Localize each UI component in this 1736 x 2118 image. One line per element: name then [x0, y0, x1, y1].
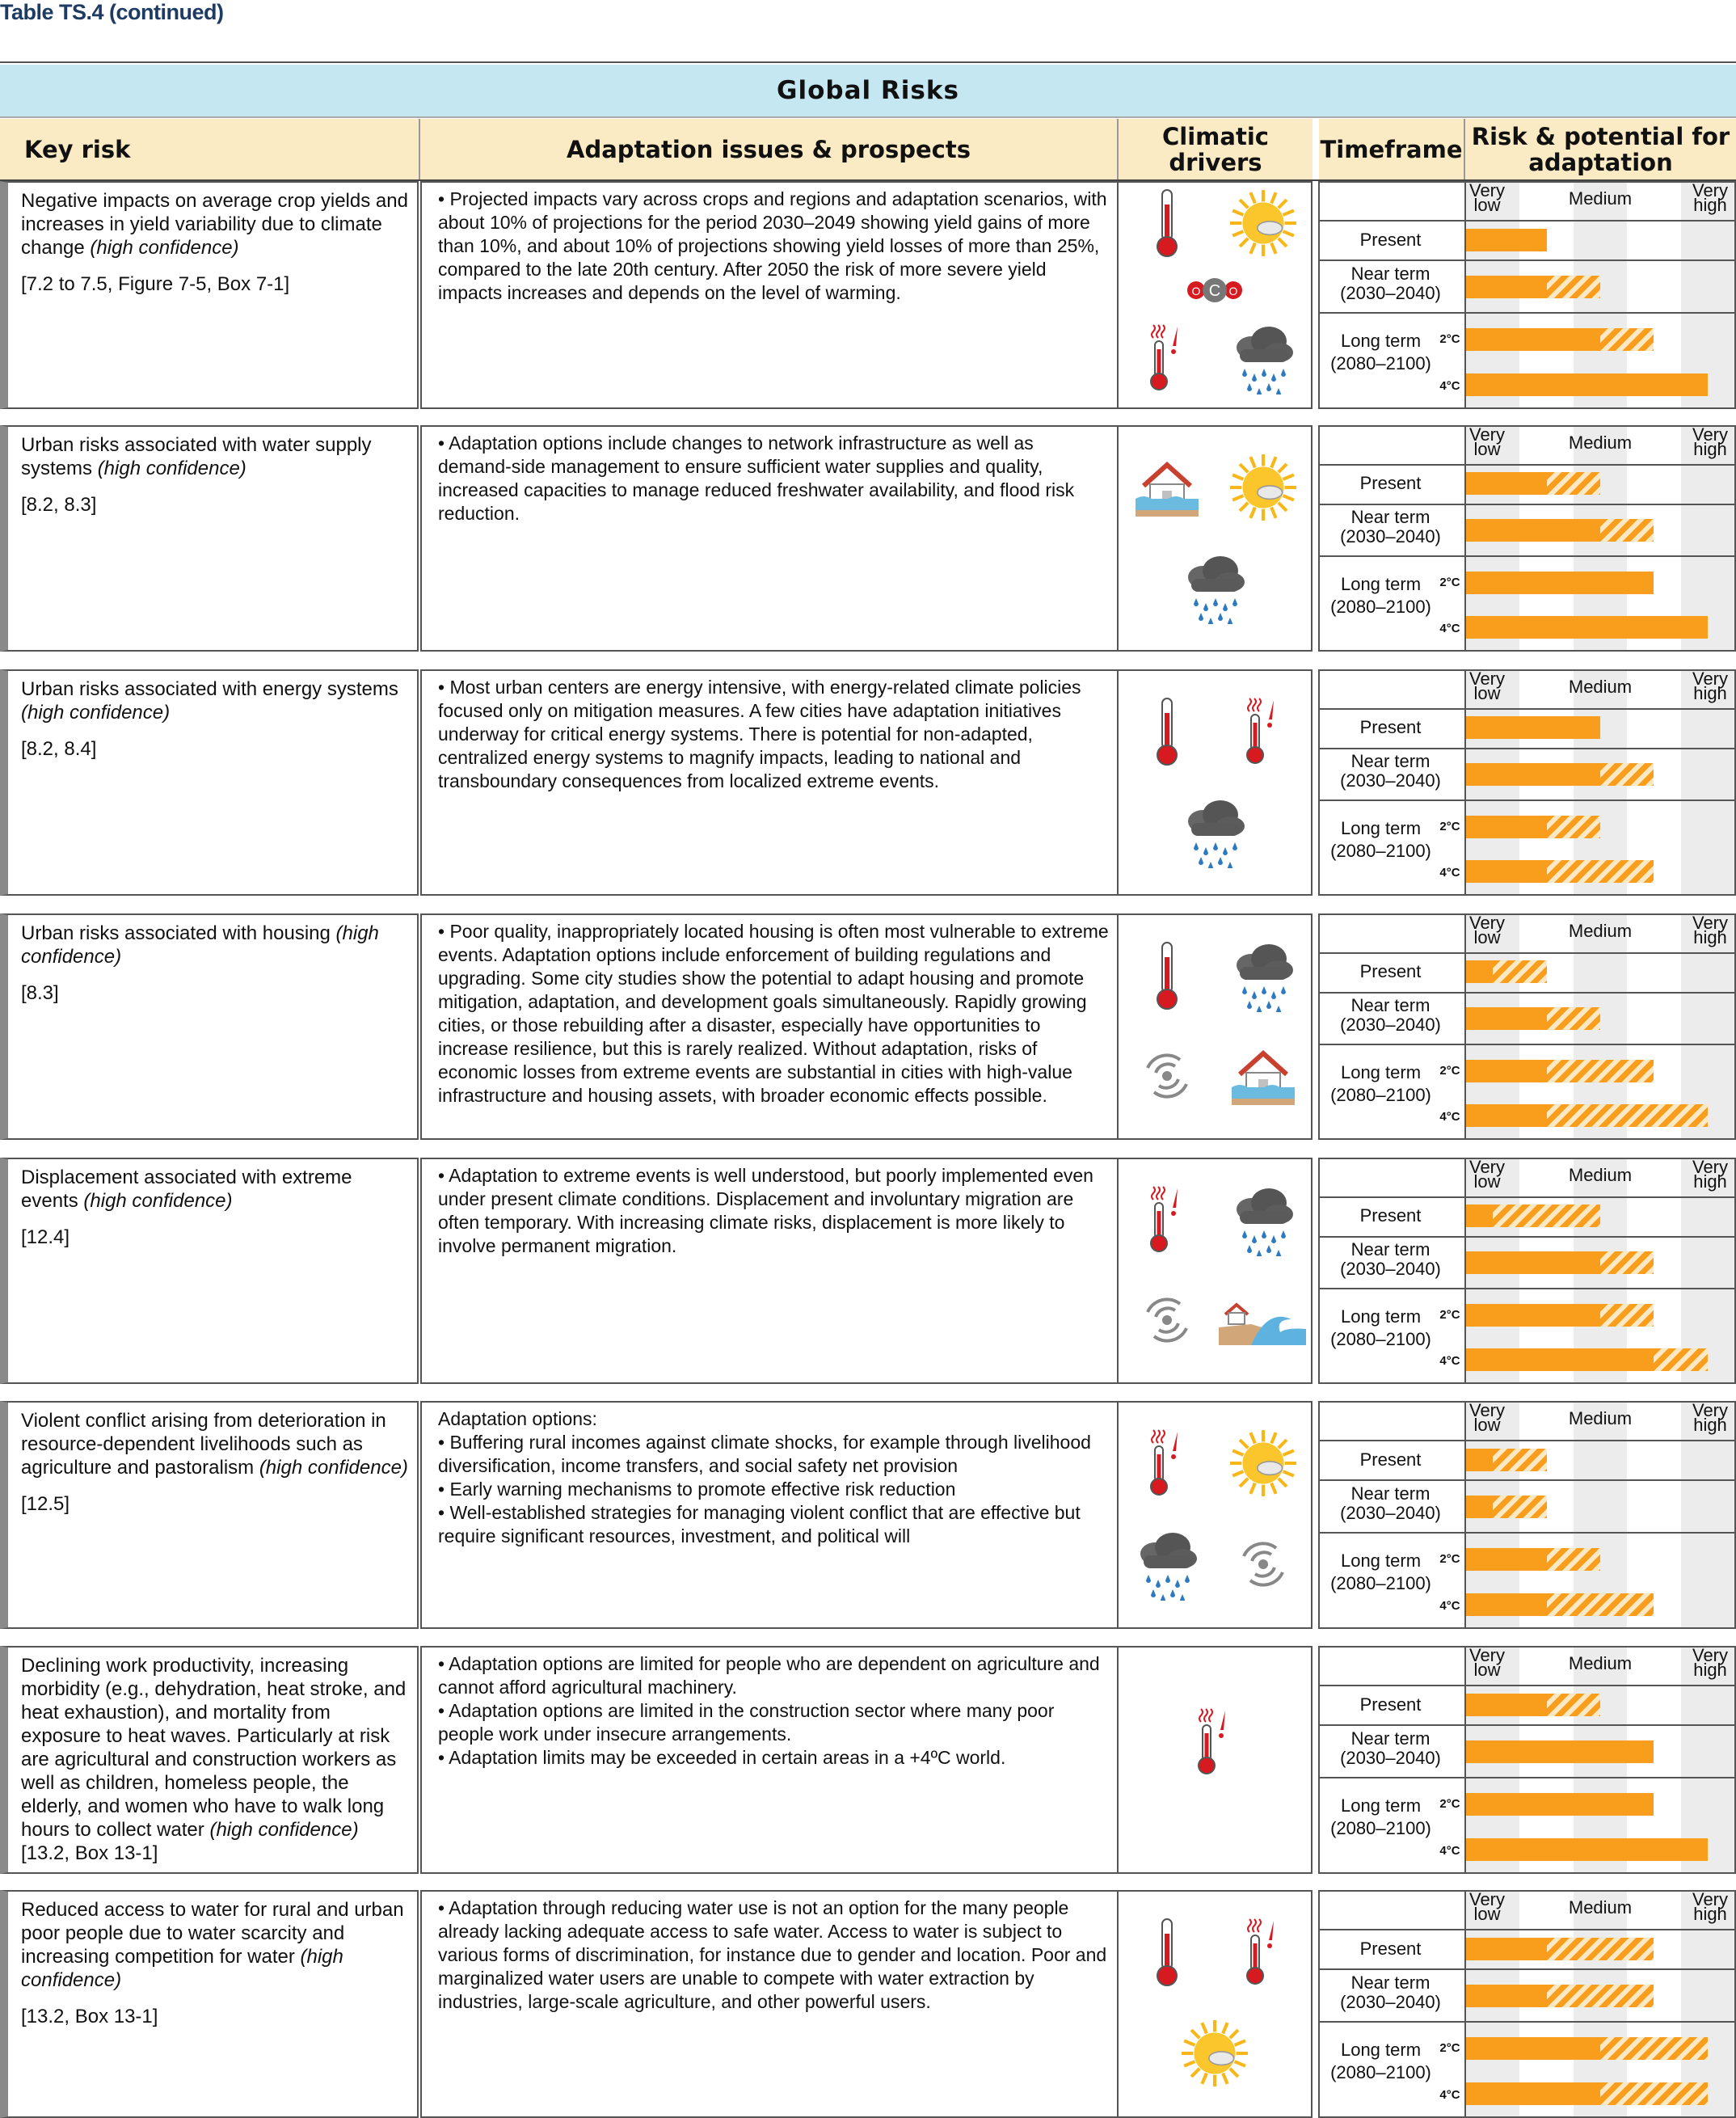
- confidence-level: (high confidence): [21, 922, 379, 968]
- scale-label-very-low: low: [1473, 1171, 1501, 1192]
- risk-without-adaptation-bar: [1493, 1449, 1546, 1471]
- risk-level-bar: [1466, 1548, 1547, 1571]
- adaptation-item: Adaptation options:: [438, 1408, 597, 1429]
- scale-label-very-high: high: [1693, 1904, 1727, 1924]
- scale-label-very-high: Very: [1692, 1400, 1729, 1420]
- divider: [1320, 1968, 1734, 1970]
- key-risk-text: [21, 1409, 409, 1516]
- risk-level-bar: [1466, 1985, 1547, 2007]
- scale-label-very-low: Very: [1468, 1645, 1506, 1665]
- key-risk-text: [21, 1166, 409, 1249]
- scale-label-very-low: low: [1473, 1904, 1501, 1924]
- timeframe-near-term-years: (2030–2040): [1340, 282, 1441, 303]
- key-risk-description: Negative impacts on average crop yields and increases in yield variability due to climate change: [21, 190, 408, 259]
- scale-label-medium: Medium: [1568, 921, 1633, 941]
- climatic-drivers-cell: [1117, 425, 1313, 652]
- risk-level-bar: [1466, 816, 1547, 838]
- risk-level-bar: [1466, 2037, 1600, 2060]
- timeframe-near-term-years: (2030–2040): [1340, 1747, 1441, 1768]
- climatic-drivers-cell: [1117, 1890, 1313, 2118]
- chapter-reference: [13.2, Box 13-1]: [21, 1842, 158, 1864]
- risk-level-bar: [1466, 1838, 1708, 1861]
- climatic-drivers-cell: [1117, 1401, 1313, 1629]
- adaptation-item: • Adaptation limits may be exceeded in certain areas in a +4ºC world.: [438, 1747, 1006, 1768]
- adaptation-text: [438, 1652, 1109, 1770]
- adaptation-text: [438, 188, 1109, 305]
- divider: [1320, 800, 1734, 801]
- scale-label-very-low: Very: [1468, 1157, 1506, 1177]
- risk-chart: [1318, 425, 1736, 652]
- divider: [1320, 2021, 1734, 2023]
- scale-label-medium: Medium: [1568, 432, 1633, 453]
- temperature-2c: 2°C: [1439, 1063, 1460, 1078]
- timeframe-near-term: Near term: [1350, 263, 1431, 284]
- adaptation-item: • Adaptation options are limited in the construction sector where many poor people work under insecure arrangements.: [438, 1700, 1055, 1745]
- risk-without-adaptation-bar: [1547, 1593, 1654, 1616]
- risk-level-bar: [1466, 1694, 1547, 1716]
- scale-label-medium: Medium: [1568, 1897, 1633, 1918]
- divider: [0, 116, 1736, 118]
- header-adaptation: Adaptation issues & prospects: [420, 119, 1117, 179]
- key-risk-description: Reduced access to water for rural and urban poor people due to water scarcity and increasing competition for water: [21, 1899, 404, 1968]
- key-risk-description: Urban risks associated with water supply systems: [21, 434, 372, 479]
- timeframe-near-term-years: (2030–2040): [1340, 1015, 1441, 1036]
- temperature-4c: 4°C: [1439, 866, 1460, 880]
- key-risk-text: [21, 1898, 409, 2028]
- timeframe-near-term: Near term: [1350, 1972, 1431, 1993]
- timeframe-long-term-years: (2080–2100): [1330, 1818, 1431, 1838]
- timeframe-long-term: Long term: [1340, 1551, 1422, 1571]
- scale-label-very-high: high: [1693, 1415, 1727, 1435]
- climatic-drivers-cell: [1117, 1158, 1313, 1384]
- divider: [1320, 1236, 1734, 1238]
- scale-label-very-high: Very: [1692, 1645, 1729, 1665]
- timeframe-present: Present: [1359, 1938, 1422, 1959]
- scale-label-very-low: Very: [1468, 913, 1506, 933]
- risk-level-bar: [1466, 1793, 1654, 1816]
- key-risk-text: [21, 1654, 409, 1865]
- timeframe-present: Present: [1359, 961, 1422, 982]
- key-risk-cell: [0, 1401, 419, 1629]
- key-risk-description: Displacement associated with extreme events: [21, 1167, 352, 1212]
- risk-level-bar: [1466, 960, 1493, 983]
- header-divider: [1464, 119, 1465, 179]
- climatic-drivers-cell: [1117, 1646, 1313, 1874]
- header-divider: [1314, 119, 1318, 179]
- section-banner: Global Risks: [0, 65, 1736, 116]
- divider: [1320, 504, 1734, 505]
- timeframe-present: Present: [1359, 229, 1422, 250]
- header-climatic-drivers: [1119, 119, 1313, 179]
- scale-label-very-high: Very: [1692, 669, 1729, 689]
- risk-without-adaptation-bar: [1600, 1304, 1654, 1327]
- risk-without-adaptation-bar: [1654, 1348, 1707, 1371]
- header-divider: [419, 119, 420, 179]
- risk-level-bar: [1466, 763, 1600, 786]
- adaptation-cell: [420, 669, 1119, 896]
- divider: [1320, 220, 1734, 222]
- header-risk-potential: [1465, 119, 1736, 179]
- scale-label-very-low: Very: [1468, 1889, 1506, 1909]
- timeframe-near-term: Near term: [1350, 751, 1431, 772]
- temperature-2c: 2°C: [1439, 819, 1460, 833]
- divider: [1320, 1685, 1734, 1686]
- risk-level-bar: [1466, 373, 1708, 396]
- temperature-4c: 4°C: [1439, 1110, 1460, 1124]
- divider: [1320, 464, 1734, 466]
- risk-without-adaptation-bar: [1547, 276, 1600, 298]
- risk-without-adaptation-bar: [1600, 2082, 1708, 2105]
- divider: [1320, 1196, 1734, 1198]
- risk-without-adaptation-bar: [1547, 1548, 1600, 1571]
- temperature-2c: 2°C: [1439, 1797, 1460, 1812]
- key-risk-cell: [0, 425, 419, 652]
- scale-label-very-high: Very: [1692, 913, 1729, 933]
- svg-text:O: O: [1228, 285, 1238, 298]
- key-risk-cell: [0, 1158, 419, 1384]
- timeframe-long-term-years: (2080–2100): [1330, 1084, 1431, 1105]
- adaptation-cell: [420, 1646, 1119, 1874]
- adaptation-item: • Poor quality, inappropriately located housing is often most vulnerable to extreme events. Adaptation options include enforcement of building regulations and upgrading. Some city studies show the potential to adapt housing and promote mitigation, adaptation, and development goals simultaneously. Rapidly growing cities, or those rebuilding after a disaster, especially have opportunities to increase resilience, but this is rarely realized. Without adaptation, risks of economic losses from extreme events are substantial in cities with high-value infrastructure and housing assets, with broader economic effects possible.: [438, 921, 1109, 1106]
- scale-label-very-high: Very: [1692, 180, 1729, 200]
- svg-text:O: O: [1191, 285, 1201, 298]
- key-risk-text: [21, 922, 409, 1005]
- divider: [1320, 1777, 1734, 1778]
- confidence-level: (high confidence): [83, 1190, 233, 1212]
- risk-chart: [1318, 669, 1736, 896]
- confidence-level: (high confidence): [90, 237, 239, 259]
- adaptation-cell: [420, 913, 1119, 1140]
- scale-label-medium: Medium: [1568, 1408, 1633, 1428]
- scale-label-very-low: low: [1473, 1660, 1501, 1680]
- scale-label-very-low: Very: [1468, 669, 1506, 689]
- risk-level-bar: [1466, 472, 1547, 495]
- key-risk-cell: [0, 1890, 419, 2118]
- timeframe-long-term: Long term: [1340, 1306, 1422, 1327]
- timeframe-long-term: Long term: [1340, 331, 1422, 351]
- timeframe-long-term-years: (2080–2100): [1330, 1328, 1431, 1349]
- timeframe-long-term: Long term: [1340, 2040, 1422, 2060]
- adaptation-item: • Adaptation options include changes to network infrastructure as well as demand-side management to ensure sufficient water supplies and quality, increased capacities to manage reduced freshwater availability, and flood risk reduction.: [438, 432, 1075, 524]
- chapter-reference: [12.4]: [21, 1226, 70, 1248]
- temperature-2c: 2°C: [1439, 2041, 1460, 2056]
- divider: [0, 61, 1736, 63]
- risk-chart: [1318, 1401, 1736, 1629]
- adaptation-text: [438, 920, 1109, 1108]
- timeframe-near-term-years: (2030–2040): [1340, 1991, 1441, 2012]
- key-risk-cell: [0, 181, 419, 409]
- timeframe-long-term-years: (2080–2100): [1330, 2062, 1431, 2082]
- adaptation-item: • Early warning mechanisms to promote effective risk reduction: [438, 1479, 956, 1500]
- svg-text:C: C: [1208, 282, 1221, 301]
- key-risk-description: Declining work productivity, increasing morbidity (e.g., dehydration, heat stroke, and heat exhaustion), and mortality from exposure to heat waves. Particularly at risk are agricultural and construction workers as well as children, homeless people, the elderly, and women who have to walk long hours to collect water: [21, 1655, 407, 1841]
- divider: [1320, 1440, 1734, 1441]
- risk-level-bar: [1466, 1593, 1547, 1616]
- risk-level-bar: [1466, 1060, 1547, 1082]
- risk-level-bar: [1466, 860, 1547, 883]
- scale-label-very-low: Very: [1468, 1400, 1506, 1420]
- risk-without-adaptation-bar: [1547, 860, 1654, 883]
- risk-level-bar: [1466, 1449, 1493, 1471]
- temperature-4c: 4°C: [1439, 622, 1460, 636]
- header-climatic-drivers-line2: drivers: [1169, 148, 1262, 176]
- temperature-2c: 2°C: [1439, 1307, 1460, 1322]
- header-climatic-drivers-line1: Climatic: [1162, 122, 1269, 150]
- risk-level-bar: [1466, 1740, 1654, 1763]
- adaptation-cell: [420, 1158, 1119, 1384]
- risk-without-adaptation-bar: [1600, 328, 1654, 351]
- timeframe-near-term-years: (2030–2040): [1340, 1502, 1441, 1523]
- timeframe-present: Present: [1359, 473, 1422, 494]
- scale-label-very-low: low: [1473, 927, 1501, 947]
- risk-without-adaptation-bar: [1493, 1205, 1600, 1227]
- risk-without-adaptation-bar: [1547, 1104, 1708, 1127]
- adaptation-cell: [420, 1401, 1119, 1629]
- risk-level-bar: [1466, 616, 1708, 639]
- divider: [1320, 1288, 1734, 1289]
- risk-level-bar: [1466, 229, 1547, 251]
- chapter-reference: [8.2, 8.3]: [21, 494, 97, 516]
- risk-without-adaptation-bar: [1600, 1251, 1654, 1274]
- risk-chart: [1318, 181, 1736, 409]
- header-timeframe: Timeframe: [1319, 119, 1464, 179]
- timeframe-near-term: Near term: [1350, 1483, 1431, 1504]
- scale-label-very-high: high: [1693, 1171, 1727, 1192]
- timeframe-present: Present: [1359, 1449, 1422, 1470]
- risk-scale-band: [1681, 671, 1734, 894]
- risk-chart: [1318, 1646, 1736, 1874]
- adaptation-text: [438, 432, 1109, 525]
- header-key-risk: Key risk: [0, 119, 419, 179]
- timeframe-near-term-years: (2030–2040): [1340, 526, 1441, 547]
- risk-chart: [1318, 1158, 1736, 1384]
- table-caption: Table TS.4 (continued): [0, 0, 224, 24]
- confidence-level: (high confidence): [97, 458, 246, 479]
- risk-level-bar: [1466, 1938, 1547, 1960]
- risk-without-adaptation-bar: [1547, 1694, 1600, 1716]
- key-risk-cell: [0, 1646, 419, 1874]
- adaptation-item: • Buffering rural incomes against climate shocks, for example through livelihood diversification, income transfers, and social safety net provision: [438, 1432, 1091, 1476]
- risk-level-bar: [1466, 1205, 1493, 1227]
- adaptation-text: [438, 676, 1109, 793]
- timeframe-long-term: Long term: [1340, 817, 1422, 838]
- scale-label-very-high: Very: [1692, 1889, 1729, 1909]
- risk-without-adaptation-bar: [1547, 816, 1600, 838]
- key-risk-description: Urban risks associated with energy systems: [21, 678, 398, 700]
- timeframe-long-term: Long term: [1340, 1795, 1422, 1816]
- divider: [1320, 312, 1734, 314]
- risk-without-adaptation-bar: [1493, 1496, 1546, 1518]
- temperature-4c: 4°C: [1439, 2087, 1460, 2102]
- scale-label-very-low: low: [1473, 195, 1501, 215]
- scale-label-very-high: high: [1693, 195, 1727, 215]
- risk-level-bar: [1466, 2082, 1600, 2105]
- confidence-level: (high confidence): [209, 1819, 359, 1841]
- timeframe-near-term: Near term: [1350, 995, 1431, 1016]
- divider: [1320, 259, 1734, 261]
- risk-without-adaptation-bar: [1493, 960, 1546, 983]
- scale-label-very-low: Very: [1468, 180, 1506, 200]
- timeframe-present: Present: [1359, 717, 1422, 738]
- timeframe-present: Present: [1359, 1205, 1422, 1226]
- chapter-reference: [13.2, Box 13-1]: [21, 2006, 158, 2027]
- risk-level-bar: [1466, 572, 1654, 594]
- scale-label-very-high: high: [1693, 439, 1727, 459]
- key-risk-cell: [0, 913, 419, 1140]
- divider: [1320, 1479, 1734, 1481]
- risk-without-adaptation-bar: [1600, 519, 1654, 542]
- confidence-level: (high confidence): [21, 702, 171, 724]
- divider: [1320, 708, 1734, 710]
- key-risk-description: Violent conflict arising from deterioration in resource-dependent livelihoods such as agriculture and pastoralism: [21, 1410, 386, 1479]
- divider: [1320, 1929, 1734, 1930]
- scale-label-medium: Medium: [1568, 1653, 1633, 1673]
- risk-level-bar: [1466, 1007, 1547, 1030]
- key-risk-text: [21, 433, 409, 517]
- climatic-drivers-cell: [1117, 181, 1313, 409]
- divider: [1320, 952, 1734, 954]
- scale-label-very-low: low: [1473, 683, 1501, 703]
- timeframe-near-term: Near term: [1350, 1728, 1431, 1749]
- adaptation-item: • Projected impacts vary across crops and regions and adaptation scenarios, with about 10% of projections for the period 2030–2049 showing yield gains of more than 10%, and about 10% of projections showing yield losses of more than 25%, compared to the late 20th century. After 2050 the risk of more severe yield impacts increases and depends on the level of warming.: [438, 188, 1107, 303]
- confidence-level: (high confidence): [259, 1457, 408, 1479]
- key-risk-description: Urban risks associated with housing: [21, 922, 331, 944]
- risk-level-bar: [1466, 519, 1600, 542]
- scale-label-very-high: high: [1693, 927, 1727, 947]
- risk-level-bar: [1466, 1304, 1600, 1327]
- timeframe-long-term: Long term: [1340, 1061, 1422, 1082]
- header-risk-potential-line1: Risk & potential for: [1471, 122, 1730, 150]
- temperature-4c: 4°C: [1439, 1354, 1460, 1369]
- divider: [1320, 555, 1734, 557]
- scale-label-medium: Medium: [1568, 677, 1633, 697]
- risk-chart: [1318, 1890, 1736, 2118]
- risk-without-adaptation-bar: [1547, 1007, 1600, 1030]
- temperature-2c: 2°C: [1439, 1552, 1460, 1567]
- key-risk-text: [21, 677, 409, 761]
- risk-level-bar: [1466, 276, 1547, 298]
- temperature-4c: 4°C: [1439, 1843, 1460, 1858]
- adaptation-item: • Adaptation through reducing water use is not an option for the many people already lacking adequate access to safe water. Access to water is subject to various forms of discrimination, for instance due to gender and location. Poor and marginalized water users are unable to compete with water extraction by industries, large-scale agriculture, and other powerful users.: [438, 1897, 1107, 2012]
- divider: [1320, 992, 1734, 994]
- timeframe-long-term: Long term: [1340, 573, 1422, 594]
- timeframe-near-term: Near term: [1350, 1239, 1431, 1260]
- adaptation-text: [438, 1407, 1109, 1548]
- timeframe-long-term-years: (2080–2100): [1330, 596, 1431, 617]
- divider: [1320, 1532, 1734, 1534]
- risk-level-bar: [1466, 1496, 1493, 1518]
- risk-level-bar: [1466, 1104, 1547, 1127]
- risk-without-adaptation-bar: [1547, 1985, 1654, 2007]
- risk-without-adaptation-bar: [1547, 1060, 1654, 1082]
- scale-label-very-low: low: [1473, 439, 1501, 459]
- adaptation-cell: [420, 1890, 1119, 2118]
- temperature-4c: 4°C: [1439, 378, 1460, 393]
- timeframe-near-term: Near term: [1350, 507, 1431, 528]
- scale-label-medium: Medium: [1568, 1165, 1633, 1185]
- adaptation-cell: [420, 181, 1119, 409]
- risk-level-bar: [1466, 1348, 1654, 1371]
- scale-label-very-low: Very: [1468, 424, 1506, 445]
- risk-without-adaptation-bar: [1547, 1938, 1654, 1960]
- scale-label-very-high: Very: [1692, 424, 1729, 445]
- confidence-level: (high confidence): [21, 1946, 343, 1991]
- chapter-reference: [8.2, 8.4]: [21, 738, 97, 760]
- adaptation-item: • Well-established strategies for managing violent conflict that are effective but require significant resources, investment, and political will: [438, 1502, 1081, 1546]
- adaptation-item: • Most urban centers are energy intensive, with energy-related climate policies focused only on mitigation measures. A few cities have adaptation initiatives underway for critical energy systems. There is potential for non-adapted, centralized energy systems to magnify impacts, leading to national and transboundary consequences from localized extreme events.: [438, 677, 1081, 791]
- adaptation-item: • Adaptation to extreme events is well understood, but poorly implemented even under present climate conditions. Displacement and involuntary migration are often temporary. With increasing climate risks, displacement is more likely to involve permanent migration.: [438, 1165, 1093, 1256]
- chapter-reference: [8.3]: [21, 982, 59, 1004]
- scale-label-medium: Medium: [1568, 188, 1633, 209]
- adaptation-text: [438, 1164, 1109, 1258]
- risk-without-adaptation-bar: [1547, 472, 1600, 495]
- header-risk-potential-line2: adaptation: [1528, 148, 1673, 176]
- scale-label-very-high: high: [1693, 683, 1727, 703]
- risk-chart: [1318, 913, 1736, 1140]
- divider: [1320, 1044, 1734, 1045]
- header-divider: [1117, 119, 1119, 179]
- timeframe-present: Present: [1359, 1694, 1422, 1715]
- temperature-4c: 4°C: [1439, 1598, 1460, 1613]
- scale-label-very-high: high: [1693, 1660, 1727, 1680]
- timeframe-long-term-years: (2080–2100): [1330, 1573, 1431, 1593]
- risk-level-bar: [1466, 716, 1600, 739]
- temperature-2c: 2°C: [1439, 332, 1460, 347]
- climatic-drivers-cell: [1117, 913, 1313, 1140]
- risk-without-adaptation-bar: [1600, 2037, 1708, 2060]
- adaptation-cell: [420, 425, 1119, 652]
- temperature-2c: 2°C: [1439, 575, 1460, 589]
- risk-without-adaptation-bar: [1600, 763, 1654, 786]
- risk-level-bar: [1466, 328, 1600, 351]
- chapter-reference: [12.5]: [21, 1493, 70, 1515]
- key-risk-text: [21, 189, 409, 296]
- risk-level-bar: [1466, 1251, 1600, 1274]
- timeframe-long-term-years: (2080–2100): [1330, 353, 1431, 373]
- adaptation-text: [438, 1896, 1109, 2014]
- divider: [1320, 1724, 1734, 1726]
- timeframe-near-term-years: (2030–2040): [1340, 1259, 1441, 1280]
- divider: [1320, 748, 1734, 749]
- scale-label-very-high: Very: [1692, 1157, 1729, 1177]
- adaptation-item: • Adaptation options are limited for people who are dependent on agriculture and cannot afford agricultural machinery.: [438, 1653, 1100, 1698]
- climatic-drivers-cell: [1117, 669, 1313, 896]
- risk-scale-band: [1681, 1400, 1734, 1627]
- scale-label-very-low: low: [1473, 1415, 1501, 1435]
- chapter-reference: [7.2 to 7.5, Figure 7-5, Box 7-1]: [21, 273, 290, 295]
- timeframe-long-term-years: (2080–2100): [1330, 840, 1431, 861]
- timeframe-near-term-years: (2030–2040): [1340, 770, 1441, 791]
- key-risk-cell: [0, 669, 419, 896]
